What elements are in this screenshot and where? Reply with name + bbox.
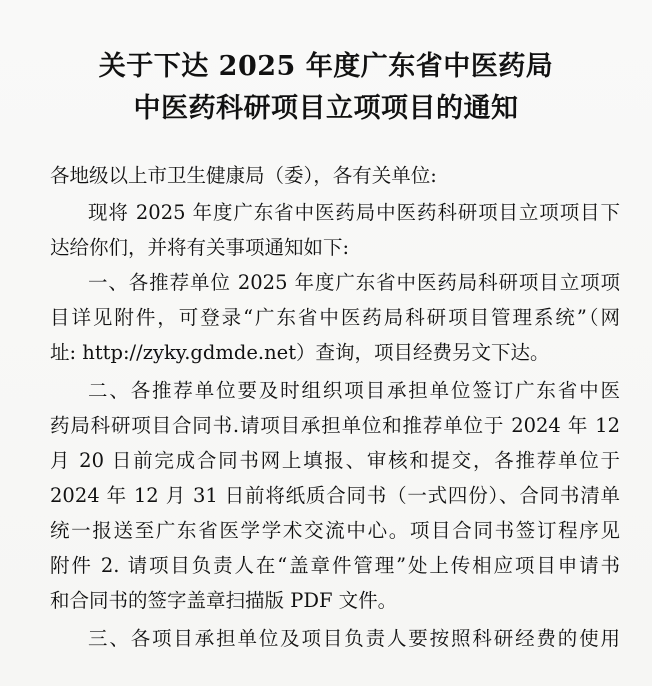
salutation: 各地级以上市卫生健康局（委），各有关单位: (50, 164, 437, 187)
body-line: 药局科研项目合同书.请项目承担单位和推荐单位于 2024 年 12 (50, 414, 620, 437)
body-line: 和合同书的签字盖章扫描版 PDF 文件。 (50, 589, 398, 612)
document-title-line-1: 关于下达 2025 年度广东省中医药局 (98, 51, 554, 82)
body-line: 目详见附件，可登录“广东省中医药局科研项目管理系统”（网 (50, 306, 620, 329)
body-line: 二、各推荐单位要及时组织项目承担单位签订广东省中医 (88, 379, 620, 402)
body-line: 址: http://zyky.gdmde.net）查询，项目经费另文下达。 (50, 341, 550, 364)
body-line: 现将 2025 年度广东省中医药局中医药科研项目立项项目下 (88, 201, 620, 224)
document-title-line-2: 中医药科研项目立项项目的通知 (133, 93, 519, 124)
body-line: 月 20 日前完成合同书网上填报、审核和提交，各推荐单位于 (50, 449, 620, 472)
body-line: 达给你们，并将有关事项通知如下: (50, 236, 350, 259)
body-line: 三、各项目承担单位及项目负责人要按照科研经费的使用 (88, 627, 620, 650)
body-line: 附件 2. 请项目负责人在“盖章件管理”处上传相应项目申请书 (50, 554, 620, 577)
body-line: 统一报送至广东省医学学术交流中心。项目合同书签订程序见 (50, 519, 620, 542)
body-line: 2024 年 12 月 31 日前将纸质合同书（一式四份）、合同书清单 (50, 484, 620, 507)
body-line: 一、各推荐单位 2025 年度广东省中医药局科研项目立项项 (88, 271, 620, 294)
